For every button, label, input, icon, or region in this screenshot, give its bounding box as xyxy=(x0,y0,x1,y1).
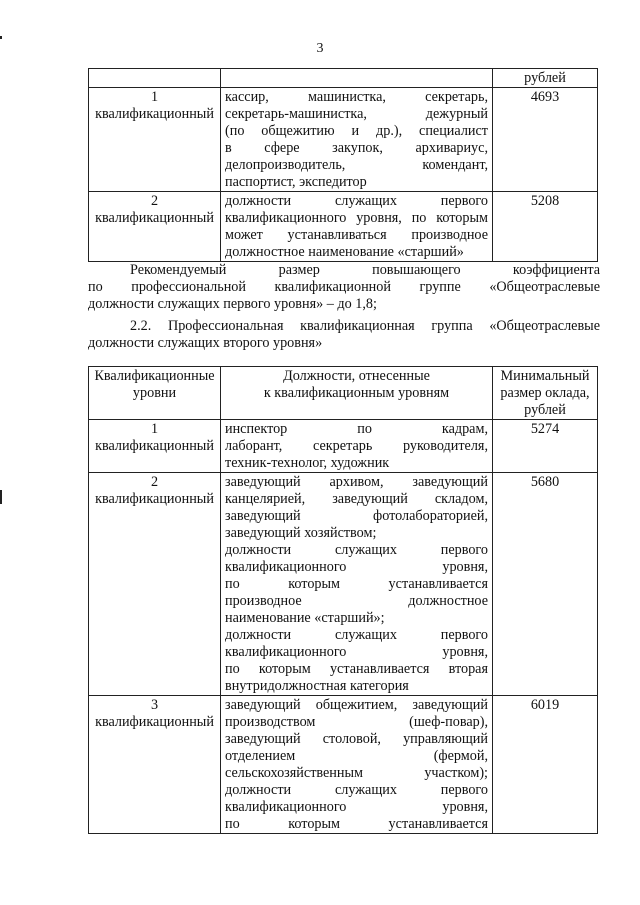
position-line: должности служащих первого xyxy=(225,542,488,558)
position-line: по которым устанавливается вторая xyxy=(225,661,488,677)
header-cell-empty xyxy=(89,69,221,88)
position-line: в сфере закупок, архивариус, xyxy=(225,140,488,156)
level-label: квалификационный xyxy=(95,106,214,122)
header-line: уровни xyxy=(132,385,177,401)
position-line: квалификационного уровня, по которым xyxy=(225,210,488,226)
header-cell-levels xyxy=(89,367,221,420)
paragraph-line: Рекомендуемый размер повышающего коэффициента xyxy=(130,262,600,278)
level-cell xyxy=(89,88,221,192)
scan-mark xyxy=(0,490,2,504)
header-cell-salary xyxy=(493,367,598,420)
paragraph-section-heading xyxy=(88,318,600,352)
position-line: секретарь-машинистка, дежурный xyxy=(225,106,488,122)
position-line: паспортист, экспедитор xyxy=(225,174,367,190)
paragraph-line: по профессиональной квалификационной группе «Общеотраслевые xyxy=(88,279,600,295)
positions-cell xyxy=(221,473,493,696)
level-cell xyxy=(89,696,221,834)
header-line: Минимальный xyxy=(500,368,590,384)
positions-cell xyxy=(221,192,493,262)
position-line: заведующий столовой, управляющий xyxy=(225,731,488,747)
table-header-row xyxy=(89,69,598,88)
position-line: кассир, машинистка, секретарь, xyxy=(225,89,488,105)
position-line: по которым устанавливается xyxy=(225,816,488,832)
position-line: заведующий архивом, заведующий xyxy=(225,474,488,490)
salary-cell: 4693 xyxy=(493,88,598,192)
position-line: может устанавливаться производное xyxy=(225,227,488,243)
position-line: инспектор по кадрам, xyxy=(225,421,488,437)
position-line: квалификационного уровня, xyxy=(225,559,488,575)
header-line: размер оклада, xyxy=(500,385,590,401)
position-line: должности служащих первого xyxy=(225,627,488,643)
positions-cell xyxy=(221,420,493,473)
header-cell-empty xyxy=(221,69,493,88)
level-label: квалификационный xyxy=(95,714,214,730)
position-line: делопроизводитель, комендант, xyxy=(225,157,488,173)
position-line: наименование «старший»; xyxy=(225,610,385,626)
position-line: квалификационного уровня, xyxy=(225,644,488,660)
level-cell xyxy=(89,192,221,262)
level-label: квалификационный xyxy=(95,491,214,507)
position-line: заведующий хозяйством; xyxy=(225,525,377,541)
positions-cell xyxy=(221,88,493,192)
level-cell xyxy=(89,420,221,473)
table-header-row xyxy=(89,367,598,420)
position-line: квалификационного уровня, xyxy=(225,799,488,815)
position-line: должностное наименование «старший» xyxy=(225,244,464,260)
header-cell-positions xyxy=(221,367,493,420)
salary-cell: 5680 xyxy=(493,473,598,696)
position-line: лаборант, секретарь руководителя, xyxy=(225,438,488,454)
table-row xyxy=(89,192,598,262)
salary-cell: 5274 xyxy=(493,420,598,473)
level-number: 2 xyxy=(150,474,159,490)
header-line: к квалификационным уровням xyxy=(263,385,450,401)
table-row xyxy=(89,473,598,696)
salary-cell: 5208 xyxy=(493,192,598,262)
level-cell xyxy=(89,473,221,696)
level-label: квалификационный xyxy=(95,438,214,454)
page-number: 3 xyxy=(316,41,324,56)
header-line: Должности, отнесенные xyxy=(283,368,430,384)
position-line: по которым устанавливается xyxy=(225,576,488,592)
level-number: 2 xyxy=(150,193,159,209)
header-line: рублей xyxy=(524,402,566,418)
position-line: канцелярией, заведующий складом, xyxy=(225,491,488,507)
header-line: Квалификационные xyxy=(94,368,215,384)
header-cell-unit: рублей xyxy=(493,69,598,88)
positions-cell xyxy=(221,696,493,834)
position-line: должности служащих первого xyxy=(225,782,488,798)
paragraph-line: должности служащих первого уровня» – до 1,8; xyxy=(88,296,377,312)
position-line: (по общежитию и др.), специалист xyxy=(225,123,488,139)
paragraph-line: 2.2. Профессиональная квалификационная группа «Общеотраслевые xyxy=(130,318,600,334)
paragraph-line: должности служащих второго уровня» xyxy=(88,335,323,351)
scan-mark xyxy=(0,36,2,39)
level-number: 1 xyxy=(150,89,159,105)
table-first-level xyxy=(88,68,598,262)
table-row xyxy=(89,420,598,473)
position-line: производное должностное xyxy=(225,593,488,609)
level-label: квалификационный xyxy=(95,210,214,226)
position-line: заведующий фотолабораторией, xyxy=(225,508,488,524)
position-line: заведующий общежитием, заведующий xyxy=(225,697,488,713)
position-line: отделением (фермой, xyxy=(225,748,488,764)
level-number: 3 xyxy=(150,697,159,713)
position-line: техник-технолог, художник xyxy=(225,455,390,471)
table-second-level xyxy=(88,366,598,834)
level-number: 1 xyxy=(150,421,159,437)
position-line: должности служащих первого xyxy=(225,193,488,209)
position-line: производством (шеф-повар), xyxy=(225,714,488,730)
salary-cell: 6019 xyxy=(493,696,598,834)
paragraph-coefficient xyxy=(88,262,600,313)
position-line: внутридолжностная категория xyxy=(225,678,409,694)
table-row xyxy=(89,88,598,192)
table-row xyxy=(89,696,598,834)
position-line: сельскохозяйственным участком); xyxy=(225,765,488,781)
